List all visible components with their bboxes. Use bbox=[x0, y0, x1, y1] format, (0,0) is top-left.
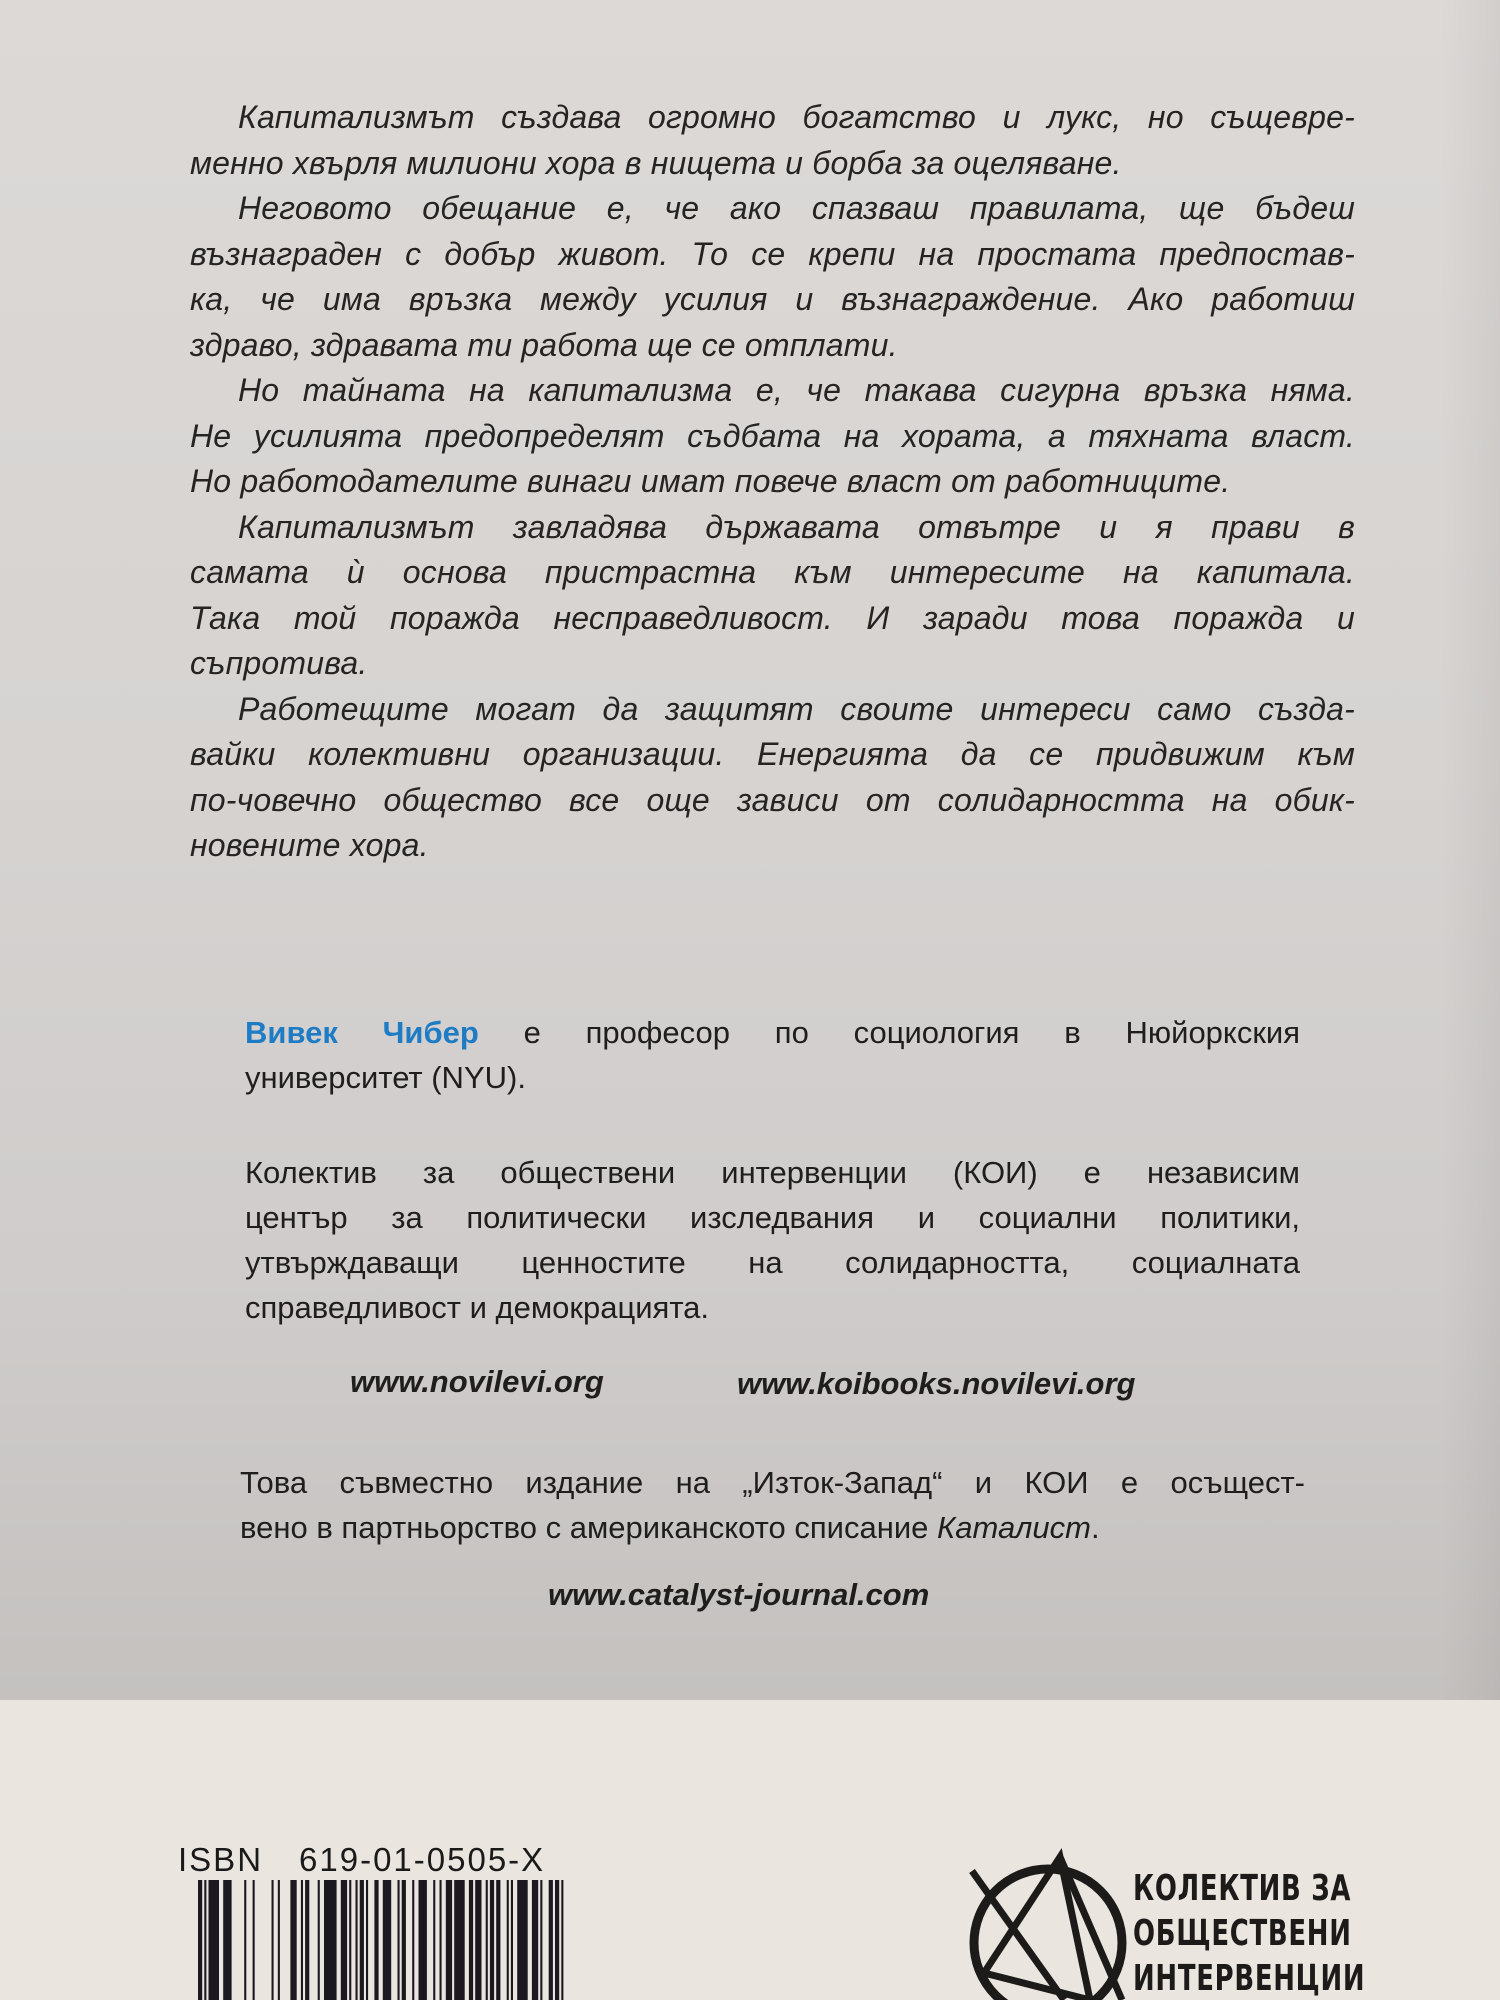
blurb-paragraph-4 bbox=[190, 505, 1355, 687]
barcode-bar bbox=[419, 1880, 427, 2000]
journal-name: Каталист bbox=[937, 1510, 1091, 1545]
koi-bio-line: Колектив за обществени интервенции (КОИ) е независим bbox=[245, 1155, 1300, 1190]
author-bio bbox=[245, 1010, 1300, 1100]
blurb-line: Не усилията предопределят съдбата на хората, а тяхната власт. bbox=[190, 417, 1355, 454]
author-name: Вивек Чибер bbox=[245, 1015, 479, 1050]
barcode-bar bbox=[532, 1880, 538, 2000]
author-bio-text: е професор по социология в Нюйоркския bbox=[478, 1015, 1301, 1050]
barcode-bar bbox=[540, 1880, 542, 2000]
blurb-line: менно хвърля милиони хора в нищета и борба за оцеляване. bbox=[190, 144, 1122, 181]
barcode-bar bbox=[469, 1880, 473, 2000]
barcode-bar bbox=[490, 1880, 494, 2000]
blurb-text bbox=[190, 95, 1355, 869]
barcode bbox=[198, 1880, 578, 2000]
blurb-line: здраво, здравата ти работа ще се отплати. bbox=[190, 326, 898, 363]
blurb-paragraph-3 bbox=[190, 368, 1355, 505]
barcode-bar bbox=[402, 1880, 406, 2000]
isbn bbox=[178, 1841, 545, 1879]
blurb-line: Но работодателите винаги имат повече власт от работниците. bbox=[190, 463, 1231, 499]
barcode-bar bbox=[555, 1880, 559, 2000]
koi-circle-triangle-icon bbox=[960, 1835, 1150, 2000]
barcode-bar bbox=[290, 1880, 296, 2000]
blurb-line: по-човечно общество все още зависи от солидарността на обик- bbox=[190, 781, 1355, 818]
publisher-logo-text bbox=[1133, 1866, 1365, 2001]
barcode-bar bbox=[475, 1880, 481, 2000]
edition-note-line bbox=[240, 1505, 1305, 1550]
edition-note-line: Това съвместно издание на „Изток-Запад“ и КОИ е осъщест- bbox=[240, 1465, 1305, 1500]
barcode-bar bbox=[507, 1880, 509, 2000]
blurb-line: Но тайната на капитализма е, че такава сигурна връзка няма. bbox=[238, 372, 1355, 408]
barcode-bar bbox=[356, 1880, 358, 2000]
koi-bio-line: център за политически изследвания и социални политики, bbox=[245, 1200, 1300, 1235]
barcode-bar bbox=[324, 1880, 337, 2000]
link-catalyst[interactable]: www.catalyst-journal.com bbox=[548, 1577, 930, 1612]
link-koibooks[interactable]: www.koibooks.novilevi.org bbox=[737, 1366, 1136, 1401]
barcode-bar bbox=[433, 1880, 435, 2000]
barcode-bar bbox=[440, 1880, 442, 2000]
barcode-bar bbox=[318, 1880, 320, 2000]
blurb-paragraph-2 bbox=[190, 186, 1355, 368]
barcode-bar bbox=[374, 1880, 378, 2000]
barcode-bar bbox=[301, 1880, 303, 2000]
blurb-line: Капитализмът завладява държавата отвътре и я прави в bbox=[238, 508, 1355, 545]
barcode-bar bbox=[223, 1880, 231, 2000]
author-bio-line: университет (NYU). bbox=[245, 1060, 526, 1095]
barcode-bar bbox=[412, 1880, 414, 2000]
barcode-bar bbox=[305, 1880, 309, 2000]
blurb-line: Работещите могат да защитят своите интереси само създа- bbox=[238, 690, 1355, 727]
barcode-bar bbox=[204, 1880, 206, 2000]
barcode-bar bbox=[398, 1880, 400, 2000]
barcode-bar bbox=[272, 1880, 274, 2000]
barcode-bar bbox=[446, 1880, 452, 2000]
isbn-label: ISBN bbox=[178, 1841, 264, 1878]
isbn-number: 619-01-0505-X bbox=[299, 1841, 546, 1878]
koi-bio-line: утвърждаващи ценностите на солидарността, социалната bbox=[245, 1245, 1300, 1280]
barcode-bar bbox=[349, 1880, 351, 2000]
blurb-paragraph-1 bbox=[190, 95, 1355, 186]
blurb-line: съпротива. bbox=[190, 645, 368, 681]
barcode-bar bbox=[454, 1880, 465, 2000]
blurb-paragraph-5 bbox=[190, 687, 1355, 869]
barcode-bar bbox=[253, 1880, 255, 2000]
barcode-bar bbox=[486, 1880, 488, 2000]
barcode-bar bbox=[511, 1880, 513, 2000]
barcode-bar bbox=[549, 1880, 553, 2000]
barcode-bar bbox=[198, 1880, 202, 2000]
blurb-line: Така той поражда несправедливост. И заради това поражда и bbox=[190, 599, 1355, 636]
barcode-bar bbox=[517, 1880, 528, 2000]
edition-note-text: вено в партньорство с американското списание bbox=[240, 1510, 938, 1545]
barcode-bar bbox=[360, 1880, 364, 2000]
edition-note bbox=[240, 1460, 1305, 1550]
barcode-bar bbox=[209, 1880, 220, 2000]
barcode-bar bbox=[341, 1880, 347, 2000]
author-bio-line bbox=[245, 1010, 1300, 1055]
blurb-line: вайки колективни организации. Енергията да се придвижим към bbox=[190, 736, 1355, 772]
logo-text-line: ИНТЕРВЕНЦИИ bbox=[1133, 1958, 1366, 1999]
blurb-line: възнаграден с добър живот. То се крепи на простата предпостав- bbox=[190, 235, 1355, 272]
logo-text-line: ОБЩЕСТВЕНИ bbox=[1133, 1913, 1352, 1954]
koi-bio-line: справедливост и демокрацията. bbox=[245, 1290, 710, 1325]
blurb-line: Капитализмът създава огромно богатство и лукс, но същевре- bbox=[238, 99, 1355, 135]
blurb-line: новените хора. bbox=[190, 827, 429, 863]
blurb-line: ка, че има връзка между усилия и възнаграждение. Ако работиш bbox=[190, 281, 1355, 317]
blurb-line: Неговото обещание е, че ако спазваш правилата, ще бъдеш bbox=[238, 190, 1355, 226]
barcode-bar bbox=[366, 1880, 368, 2000]
barcode-bar bbox=[383, 1880, 391, 2000]
koi-bio bbox=[245, 1150, 1300, 1330]
logo-text-line: КОЛЕКТИВ ЗА bbox=[1133, 1868, 1352, 1909]
barcode-bar bbox=[561, 1880, 563, 2000]
blurb-line: самата ѝ основа пристрастна към интересите на капитала. bbox=[190, 554, 1355, 590]
edition-note-period: . bbox=[1090, 1510, 1100, 1545]
barcode-bar bbox=[496, 1880, 500, 2000]
barcode-bar bbox=[278, 1880, 280, 2000]
link-novilevi[interactable]: www.novilevi.org bbox=[350, 1364, 604, 1399]
barcode-bar bbox=[244, 1880, 246, 2000]
